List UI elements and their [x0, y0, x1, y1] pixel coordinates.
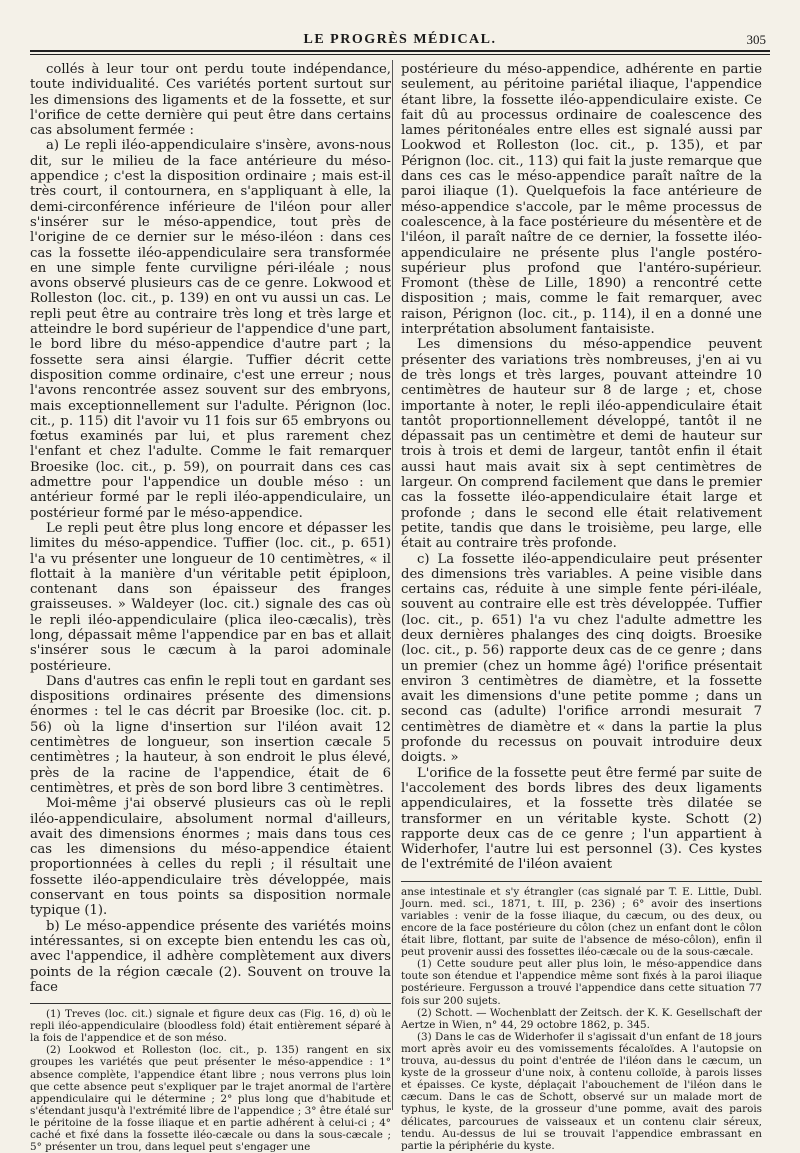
- page-header: [30, 30, 770, 50]
- footnote: (2) Schott. — Wochenblatt der Zeitsch. der K. K. Gesellschaft der Aertze in Wien, n° 44, 29 octobre 1862, p. 345.: [401, 1006, 762, 1031]
- footnote-rule: [30, 1003, 391, 1004]
- body-paragraph: L'orifice de la fossette peut être fermé par suite de l'accolement des bords libres des deux ligaments appendiculaires, et la fossette très dilatée se transformer en un véritable kyste. Schott (2) rapporte deux cas de ce genre ; l'un appartient à Widerhofer, l'autre lui est personnel (3). Ces kystes de l'extrémité de l'iléon avaient: [401, 765, 762, 873]
- page-number: 305: [746, 32, 766, 47]
- footnote: anse intestinale et s'y étrangler (cas signalé par T. E. Little, Dubl. Journ. med. sci., 1871, t. III, p. 236) ; 6° avoir des insertions variables : venir de la fosse iliaque, du cæcum, ou des deux, ou encore de la face postérieure du côlon (chez un enfant dont le côlon était libre, flottant, par suite de l'absence de méso-côlon), enfin il peut provenir aussi des fossettes iléo-cæcale ou de la sous-cæcale.: [401, 885, 762, 959]
- column-divider: [392, 60, 393, 1110]
- footnotes: [401, 886, 762, 1152]
- body-paragraph: Moi-même j'ai observé plusieurs cas où le repli iléo-appendiculaire, absolument normal d'ailleurs, avait des dimensions énormes ; mais dans tous ces cas les dimensions du méso-appendice étaient proportionnées à celles du repli ; il résultait une fossette iléo-appendiculaire très développée, mais conservant en tous points sa disposition normale typique (1).: [30, 796, 391, 919]
- footnote: (1) Treves (loc. cit.) signale et figure deux cas (Fig. 16, d) où le repli iléo-appendiculaire (bloodless fold) était entièrement séparé à la fois de l'appendice et de son méso.: [30, 1008, 391, 1045]
- body-paragraph: b) Le méso-appendice présente des variétés moins intéressantes, si on excepte bien entendu les cas où, avec l'appendice, il adhère complètement aux divers points de la région cæcale (2). Souvent on trouve la face: [30, 918, 391, 995]
- footnote: (2) Lookwod et Rolleston (loc. cit., p. 135) rangent en six groupes les variétés que peut présenter le méso-appendice : 1° absence complète, l'appendice étant libre ; nous verrons plus loin que cette absence peut s'expliquer par le trajet anormal de l'artère appendiculaire qui le détermine ; 2° plus long que d'habitude et s'étendant jusqu'à l'extrémité libre de l'appendice ; 3° être étalé sur le péritoine de la fosse iliaque et en partie adhérent à celui-ci ; 4° caché et fixé dans la fossette iléo-cæcale ou dans la sous-cæcale ; 5° présenter un trou, dans lequel peut s'engager une: [30, 1044, 391, 1153]
- header-rule: [30, 50, 770, 55]
- left-column: [30, 62, 391, 1153]
- right-column: [401, 62, 762, 1152]
- body-paragraph: collés à leur tour ont perdu toute indépendance, toute individualité. Ces variétés portent surtout sur les dimensions des ligaments et de la fossette, et sur l'orifice de cette dernière qui peut être dans certains cas absolument fermée :: [30, 62, 391, 139]
- footnote: (3) Dans le cas de Widerhofer il s'agissait d'un enfant de 18 jours mort après avoir eu des vomissements fécaloïdes. A l'autopsie on trouva, au-dessus du point d'entrée de l'iléon dans le cæcum, un kyste de la grosseur d'une noix, à contenu colloïde, à parois lisses et épaisses. Ce kyste, déplaçait l'abouchement de l'iléon dans le cæcum. Dans le cas de Schott, observé sur un malade mort de typhus, le kyste, de la grosseur d'une pomme, avait des parois délicates, parcourues de vaisseaux et un contenu clair séreux, tendu. Au-dessus de lui se trouvait l'appendice embrassant en partie la périphérie du kyste.: [401, 1030, 762, 1152]
- body-paragraph: Les dimensions du méso-appendice peuvent présenter des variations très nombreuses, j'en ai vu de très longs et très larges, pouvant atteindre 10 centimètres de hauteur sur 8 de large ; et, chose importante à noter, le repli iléo-appendiculaire était tantôt proportionnellement développé, tantôt il ne dépassait pas un centimètre et demi de hauteur sur trois à trois et demi de largeur, tantôt enfin il était aussi haut mais avait six à sept centimètres de largeur. On comprend facilement que dans le premier cas la fossette iléo-appendiculaire était large et profonde ; dans le second elle était relativement petite, tandis que dans le troisième, peu large, elle était au contraire très profonde.: [401, 337, 762, 552]
- footnote: (1) Cette soudure peut aller plus loin, le méso-appendice dans toute son étendue et l'appendice même sont fixés à la paroi iliaque postérieure. Fergusson a trouvé l'appendice dans cette situation 77 fois sur 200 sujets.: [401, 958, 762, 1007]
- body-paragraph: Dans d'autres cas enfin le repli tout en gardant ses dispositions ordinaires présente des dimensions énormes : tel le cas décrit par Broesike (loc. cit. p. 56) où la ligne d'insertion sur l'iléon avait 12 centimètres de longueur, son insertion cæcale 5 centimètres ; la hauteur, à son endroit le plus élevé, près de la racine de l'appendice, était de 6 centimètres, et près de son bord libre 3 centimètres.: [30, 673, 391, 796]
- body-paragraph: a) Le repli iléo-appendiculaire s'insère, avons-nous dit, sur le milieu de la face antérieure du méso-appendice ; c'est la disposition ordinaire ; mais est-il très court, il contournera, en s'appliquant à elle, la demi-circonférence inférieure de l'iléon pour aller s'insérer sur le méso-appendice, tout près de l'origine de ce dernier sur le méso-iléon : dans ces cas la fossette iléo-appendiculaire sera transformée en une simple fente curviligne péri-iléale ; nous avons observé plusieurs cas de ce genre. Lokwood et Rolleston (loc. cit., p. 139) en ont vu aussi un cas. Le repli peut être au contraire très long et très large et atteindre le bord supérieur de l'appendice d'une part, le bord libre du méso-appendice d'autre part ; la fossette sera ainsi élargie. Tuffier décrit cette disposition comme ordinaire, c'est une erreur ; nous l'avons rencontrée assez souvent sur des embryons, mais exceptionnellement sur l'adulte. Pérignon (loc. cit., p. 115) dit l'avoir vu 11 fois sur 65 embryons ou fœtus examinés par lui, et plus rarement chez l'enfant et chez l'adulte. Comme le fait remarquer Broesike (loc. cit., p. 59), on pourrait dans ces cas admettre pour l'appendice un double méso : un antérieur formé par le repli iléo-appendiculaire, un postérieur formé par le méso-appendice.: [30, 138, 391, 521]
- body-paragraph: c) La fossette iléo-appendiculaire peut présenter des dimensions très variables. A peine visible dans certains cas, réduite à une simple fente péri-iléale, souvent au contraire elle est très développée. Tuffier (loc. cit., p. 651) l'a vu chez l'adulte admettre les deux dernières phalanges des cinq doigts. Broesike (loc. cit., p. 56) rapporte deux cas de ce genre ; dans un premier (chez un homme âgé) l'orifice présentait environ 3 centimètres de diamètre, et la fossette avait les dimensions d'une petite pomme ; dans un second cas (adulte) l'orifice arrondi mesurait 7 centimètres de diamètre et « dans la partie la plus profonde du recessus on pouvait introduire deux doigts. »: [401, 551, 762, 766]
- body-paragraph: postérieure du méso-appendice, adhérente en partie seulement, au péritoine pariétal iliaque, l'appendice étant libre, la fossette iléo-appendiculaire existe. Ce fait dû au processus ordinaire de coalescence des lames péritonéales entre elles est signalé aussi par Lookwod et Rolleston (loc. cit., p. 135), et par Pérignon (loc. cit., 113) qui fait la juste remarque que dans ces cas le méso-appendice paraît naître de la paroi iliaque (1). Quelquefois la face antérieure de méso-appendice s'accole, par le même processus de coalescence, à la face postérieure du mésentère et de l'iléon, il paraît naître de ce dernier, la fossette iléo-appendiculaire ne présente plus l'angle postéro-supérieur plus profond que l'antéro-supérieur. Fromont (thèse de Lille, 1890) a rencontré cette disposition ; mais, comme le fait remarquer, avec raison, Pérignon (loc. cit., p. 114), il en a donné une interprétation absolument fantaisiste.: [401, 62, 762, 338]
- body-paragraph: Le repli peut être plus long encore et dépasser les limites du méso-appendice. Tuffier (loc. cit., p. 651) l'a vu présenter une longueur de 10 centimètres, « il flottait à la manière d'un véritable petit épiploon, contenant dans son épaisseur des franges graisseuses. » Waldeyer (loc. cit.) signale des cas où le repli iléo-appendiculaire (plica ileo-cæcalis), très long, dépassait même l'appendice par en bas et allait s'insérer sous le cæcum à la paroi adominale postérieure.: [30, 520, 391, 674]
- footnotes: [30, 1008, 391, 1153]
- footnote-rule: [401, 881, 762, 882]
- running-title: LE PROGRÈS MÉDICAL.: [303, 32, 497, 47]
